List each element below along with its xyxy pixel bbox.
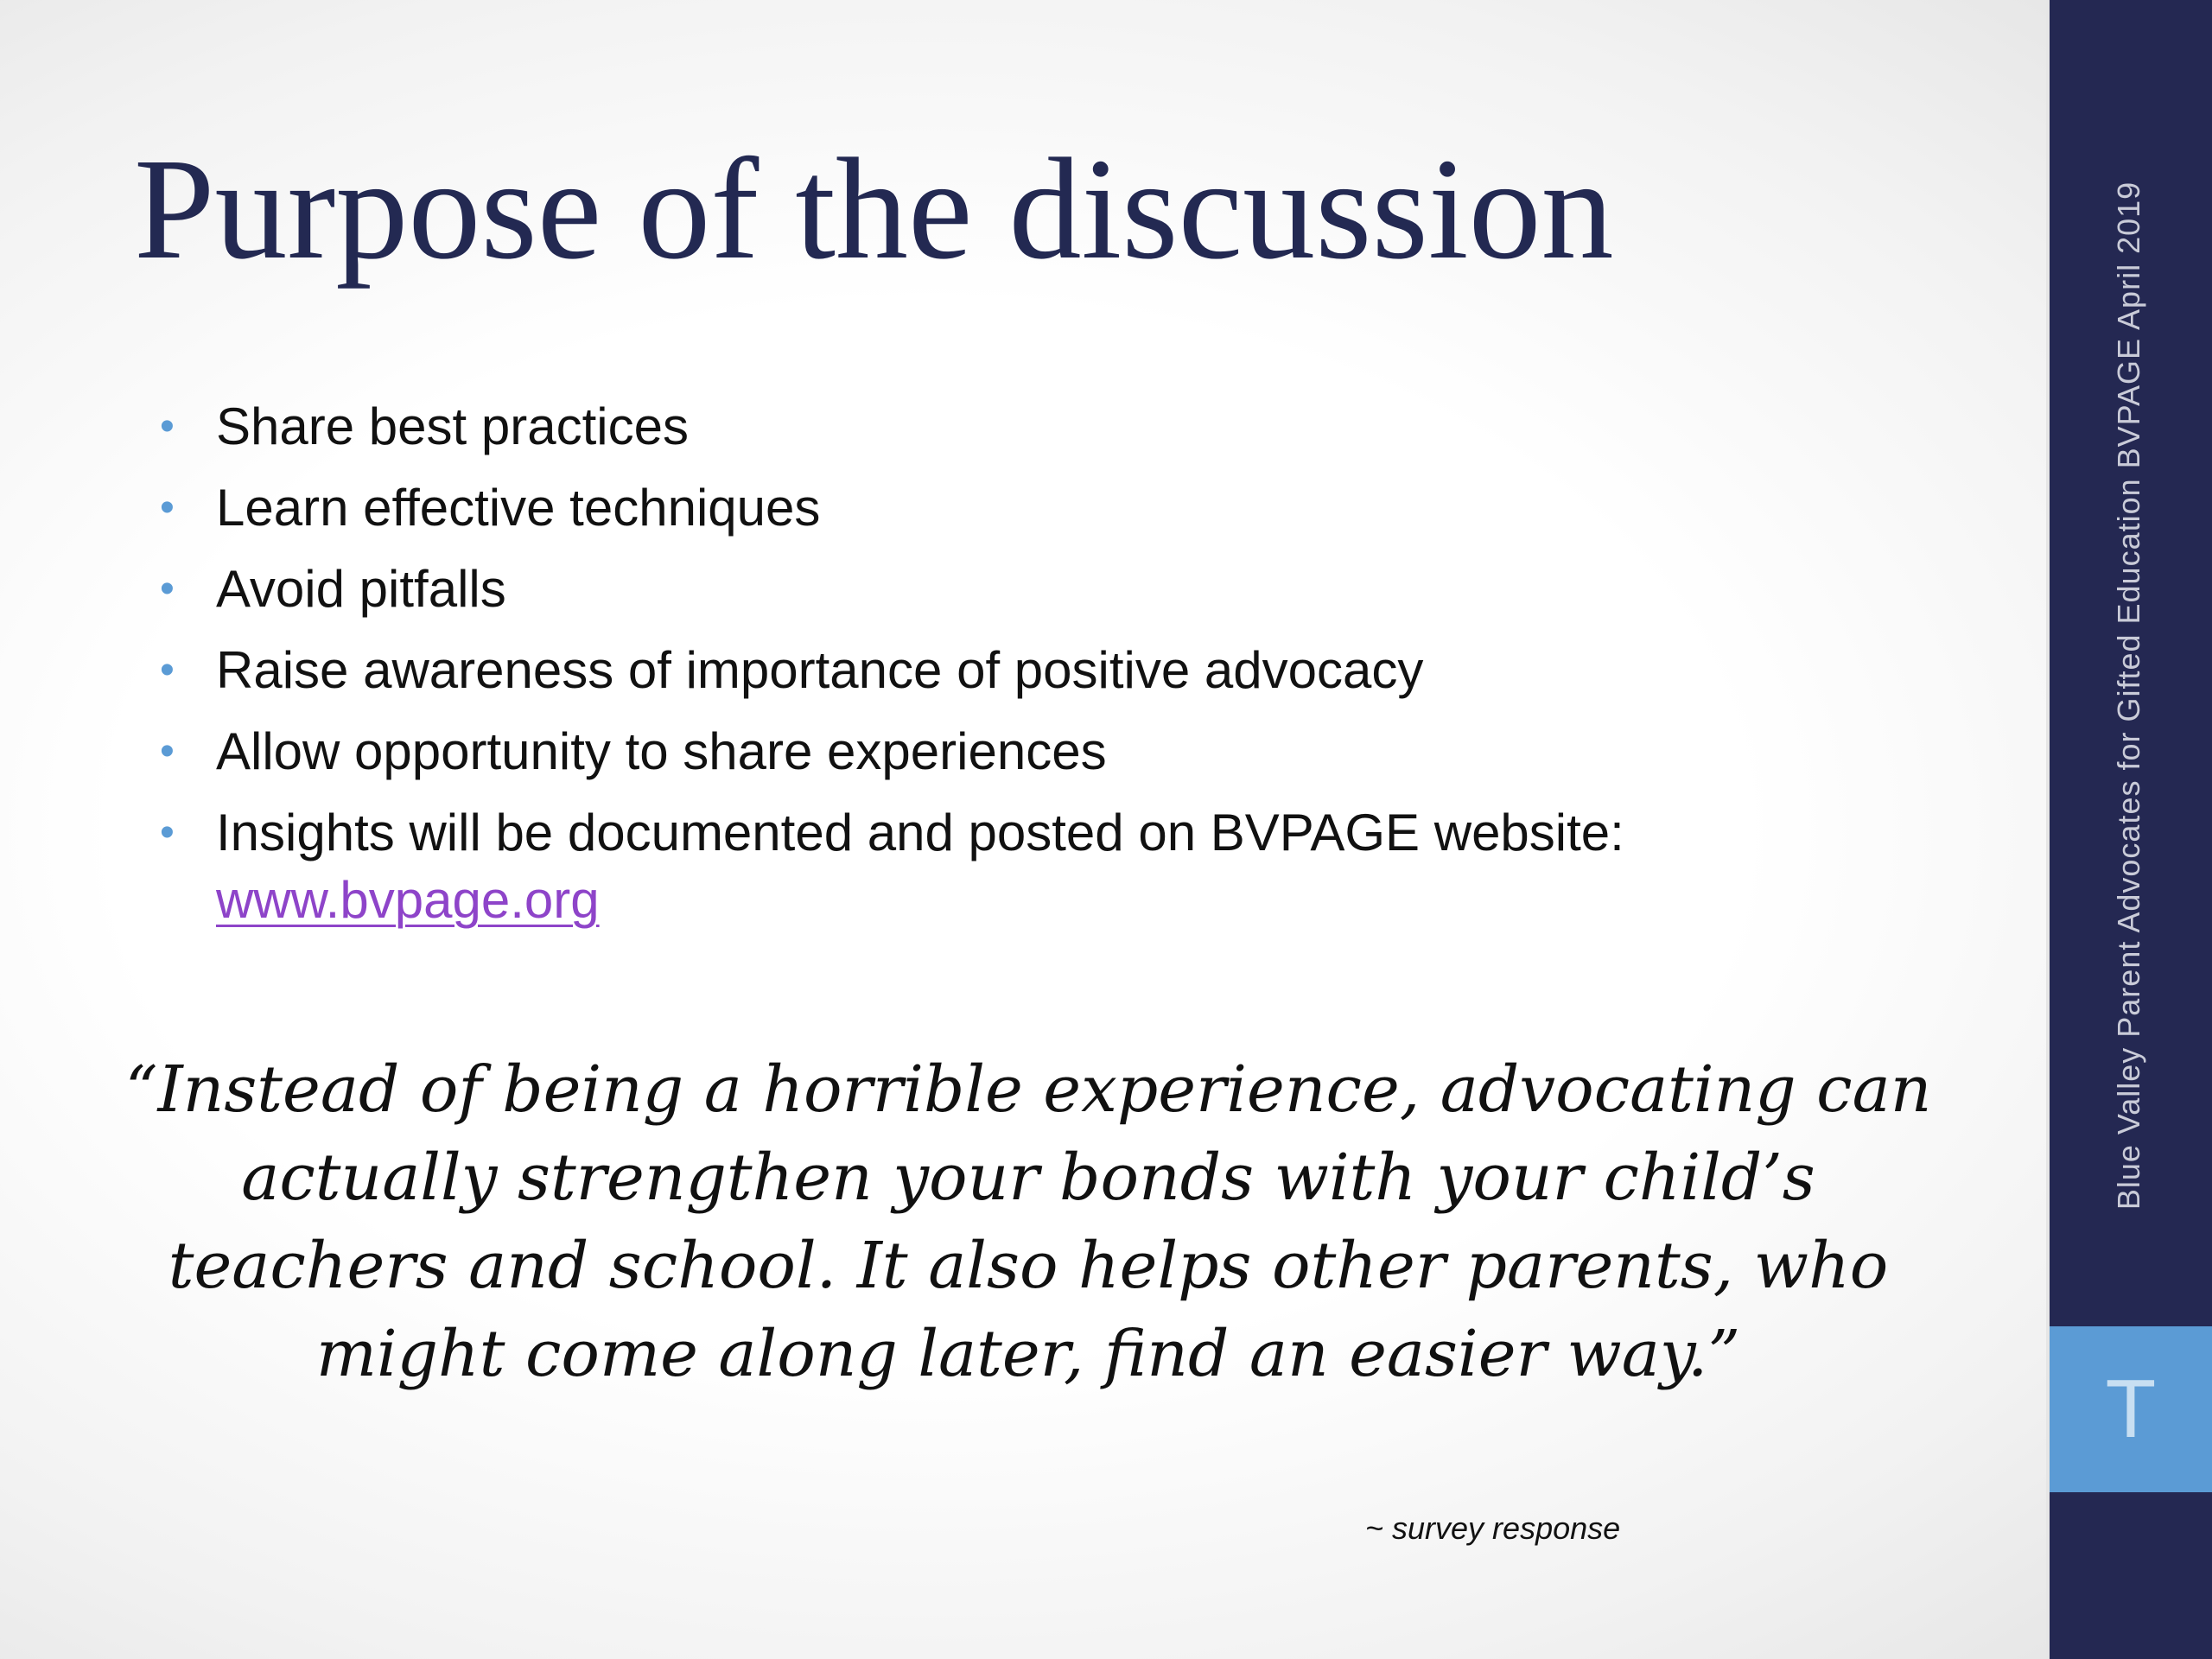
bullet-text: Allow opportunity to share experiences: [216, 722, 1107, 780]
quote-attribution: ~ survey response: [1365, 1510, 1621, 1546]
bullet-text: Share best practices: [216, 397, 689, 455]
bullet-item: [160, 718, 1974, 785]
bullet-item: [160, 474, 1974, 542]
bullet-dot-icon: •: [160, 404, 175, 449]
website-link[interactable]: www.bvpage.org: [216, 871, 600, 929]
slide-title: Purpose of the discussion: [134, 129, 1614, 289]
bullet-text: Raise awareness of importance of positive advocacy: [216, 641, 1424, 699]
bullet-text: Learn effective techniques: [216, 479, 821, 537]
bullet-list: [160, 393, 1974, 948]
bullet-text: Insights will be documented and posted on BVPAGE website:: [216, 804, 1624, 861]
bullet-dot-icon: •: [160, 647, 175, 693]
bullet-dot-icon: •: [160, 810, 175, 855]
sidebar-text-container: [2046, 164, 2212, 1227]
bullet-item: [160, 799, 1974, 934]
bullet-item: [160, 637, 1974, 704]
bullet-item: [160, 393, 1974, 461]
tab-glyph: T: [2105, 1363, 2157, 1455]
sidebar-tab: [2050, 1326, 2212, 1492]
bullet-dot-icon: •: [160, 728, 175, 774]
bullet-item: [160, 556, 1974, 623]
sidebar-vertical-text: Blue Valley Parent Advocates for Gifted Education BVPAGE April 2019: [2111, 181, 2146, 1211]
survey-quote: “Instead of being a horrible experience, advocating can actually strengthen your bonds with your child’s teachers and school. It also helps other parents, who might come along later, find an easier way.”: [124, 1052, 1932, 1391]
bullet-dot-icon: •: [160, 485, 175, 531]
bullet-text: Avoid pitfalls: [216, 560, 506, 618]
bullet-dot-icon: •: [160, 566, 175, 612]
